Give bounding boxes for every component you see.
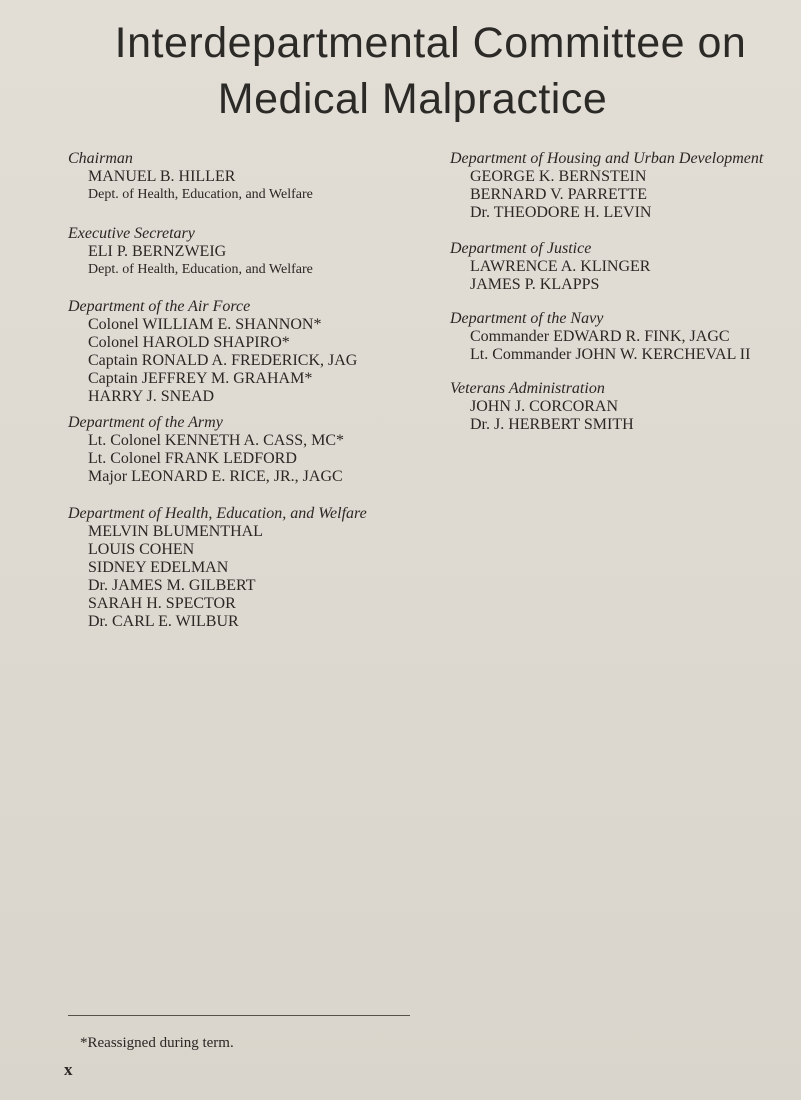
section-executive-secretary [68,225,428,279]
member-name: LOUIS COHEN [88,541,195,558]
section-heading: Department of Justice [450,240,592,257]
member-name: Captain RONALD A. FREDERICK, JAG [88,352,358,369]
section-army [68,414,428,486]
section-chairman [68,150,428,204]
member-name: Dr. CARL E. WILBUR [88,613,239,630]
member-list [68,316,428,406]
member-list [450,398,790,434]
member-name: MELVIN BLUMENTHAL [88,523,263,540]
member-name: Captain JEFFREY M. GRAHAM* [88,370,313,387]
member-name: SARAH H. SPECTOR [88,595,236,612]
title-line-2: Medical Malpractice [217,75,608,123]
section-veterans [450,380,790,434]
section-hew [68,505,428,631]
page-number: x [64,1060,73,1079]
member-name: Commander EDWARD R. FINK, JAGC [470,328,730,345]
member-affiliation: Dept. of Health, Education, and Welfare [88,187,313,202]
member-list [68,432,428,486]
member-name: ELI P. BERNZWEIG [88,243,227,260]
section-heading: Executive Secretary [68,225,195,242]
member-name: Dr. JAMES M. GILBERT [88,577,256,594]
member-name: JAMES P. KLAPPS [470,276,600,293]
section-heading: Department of the Air Force [68,298,251,315]
member-name: Colonel HAROLD SHAPIRO* [88,334,290,351]
member-list [450,328,790,364]
member-list [68,243,428,279]
section-navy [450,310,790,364]
member-name: MANUEL B. HILLER [88,168,236,185]
section-justice [450,240,790,294]
footnote-divider [68,1015,410,1016]
member-name: Lt. Commander JOHN W. KERCHEVAL II [470,346,751,363]
member-list [68,168,428,204]
section-hud [450,150,790,222]
member-name: Lt. Colonel KENNETH A. CASS, MC* [88,432,345,449]
member-name: BERNARD V. PARRETTE [470,186,648,203]
section-heading: Department of Health, Education, and Welfare [68,505,367,522]
member-name: JOHN J. CORCORAN [470,398,619,415]
section-air-force [68,298,428,406]
section-heading: Chairman [68,150,133,167]
member-list [68,523,428,631]
title-line-1: Interdepartmental Committee on [114,19,747,67]
member-name: Dr. THEODORE H. LEVIN [470,204,652,221]
member-list [450,258,790,294]
member-name: Major LEONARD E. RICE, JR., JAGC [88,468,343,485]
member-name: LAWRENCE A. KLINGER [470,258,651,275]
member-name: HARRY J. SNEAD [88,388,215,405]
member-name: Lt. Colonel FRANK LEDFORD [88,450,297,467]
member-name: SIDNEY EDELMAN [88,559,229,576]
section-heading: Department of the Army [68,414,223,431]
member-name: GEORGE K. BERNSTEIN [470,168,647,185]
member-list [450,168,790,222]
member-name: Colonel WILLIAM E. SHANNON* [88,316,322,333]
member-name: Dr. J. HERBERT SMITH [470,416,634,433]
section-heading: Veterans Administration [450,380,605,397]
section-heading: Department of the Navy [450,310,604,327]
footnote: *Reassigned during term. [80,1035,234,1051]
section-heading: Department of Housing and Urban Development [450,150,764,167]
member-affiliation: Dept. of Health, Education, and Welfare [88,262,313,277]
